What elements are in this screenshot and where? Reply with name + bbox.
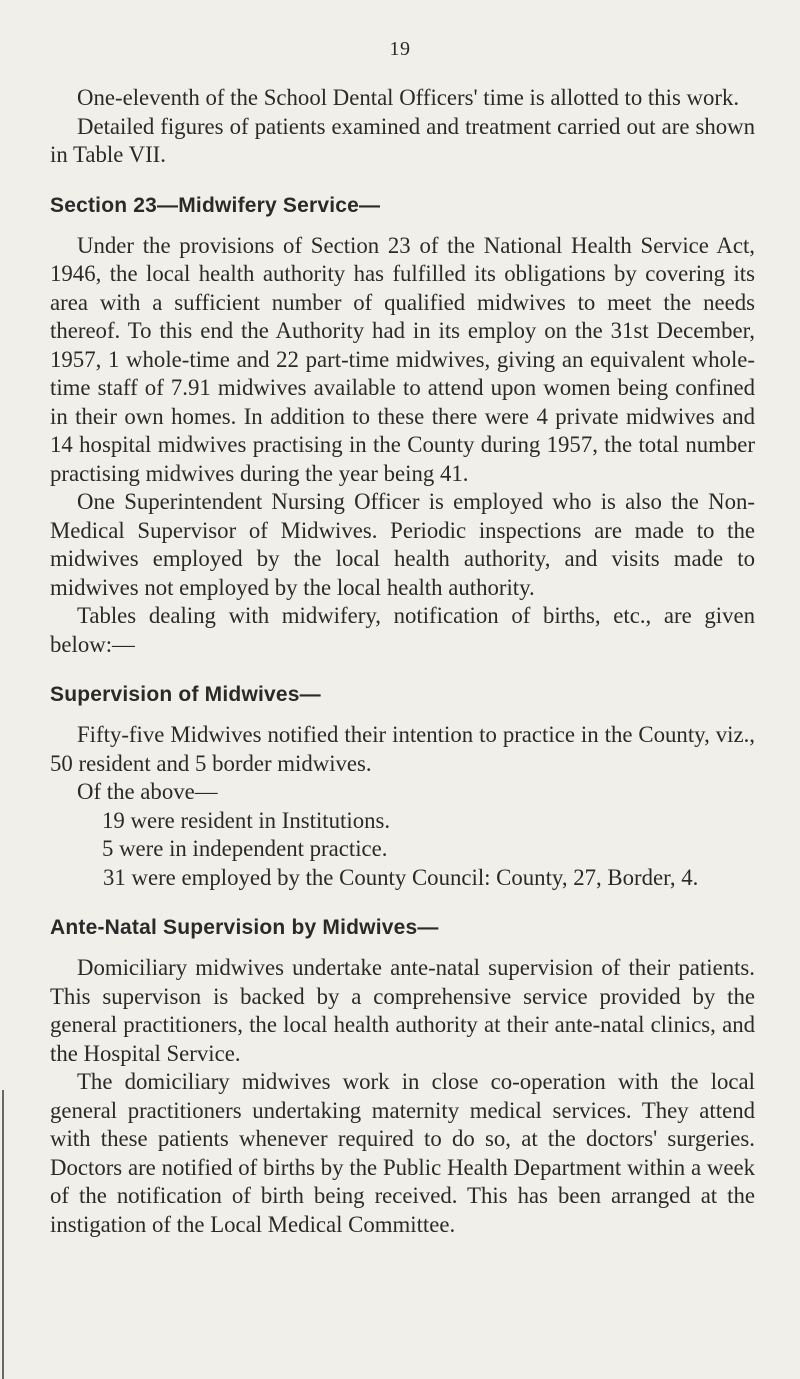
page-edge-shadow [2,1090,4,1379]
list-item: 31 were employed by the County Council: County, 27, Border, 4. [103,864,699,890]
intro-paragraph: Detailed figures of patients examined and treatment carried out are shown in Table VII. [50,113,755,167]
midwifery-paragraph: Under the provisions of Section 23 of the National Health Service Act, 1946, the local health authority has fulfilled its obligations by covering its area with a sufficient number of qualified midwives to meet the needs thereof. To this end the Authority had in its employ on the 31st December, 1957, 1 whole-time and 22 part-time midwives, giving an equivalent whole-time staff of 7.91 midwives available to attend upon women being confined in their own homes. In addition to these there were 4 private midwives and 14 hospital midwives practising in the County during 1957, the total number practising midwives during the year being 41. [50,232,755,486]
midwifery-paragraph: Tables dealing with midwifery, notification of births, etc., are given below:— [50,603,755,657]
section-heading-supervision: Supervision of Midwives— [50,683,321,706]
list-item: 5 were in independent practice. [102,836,388,861]
midwifery-paragraph: One Superintendent Nursing Officer is employed who is also the Non-Medical Supervisor of Midwives. Periodic inspections are made to the midwives employed by the local health authority, and visits made to midwives not employed by the local health authority. [50,489,755,600]
intro-paragraph: One-eleventh of the School Dental Officers' time is allotted to this work. [77,85,740,110]
supervision-list [50,807,755,893]
list-item: 19 were resident in Institutions. [102,807,391,833]
page-number: 19 [389,38,411,60]
section-heading-antenatal: Ante-Natal Supervision by Midwives— [50,916,439,939]
antenatal-paragraph: Domiciliary midwives undertake ante-natal supervision of their patients. This supervison is backed by a comprehensive service provided by the general practitioners, the local health authority at their ante-natal clinics, and the Hospital Service. [50,955,755,1066]
supervision-paragraph: Fifty-five Midwives notified their intention to practice in the County, viz., 50 resident and 5 border midwives. [50,722,755,776]
antenatal-paragraph: The domiciliary midwives work in close co-operation with the local general practitioners undertaking maternity medical services. They attend with these patients whenever required to do so, at the doctors' surgeries. Doctors are notified of births by the Public Health Department within a week of the notification of birth being received. This has been arranged at the instigation of the Local Medical Committee. [50,1069,755,1237]
section-heading-midwifery: Section 23—Midwifery Service— [50,193,381,217]
supervision-paragraph: Of the above— [77,779,218,804]
page-content [50,84,755,1239]
